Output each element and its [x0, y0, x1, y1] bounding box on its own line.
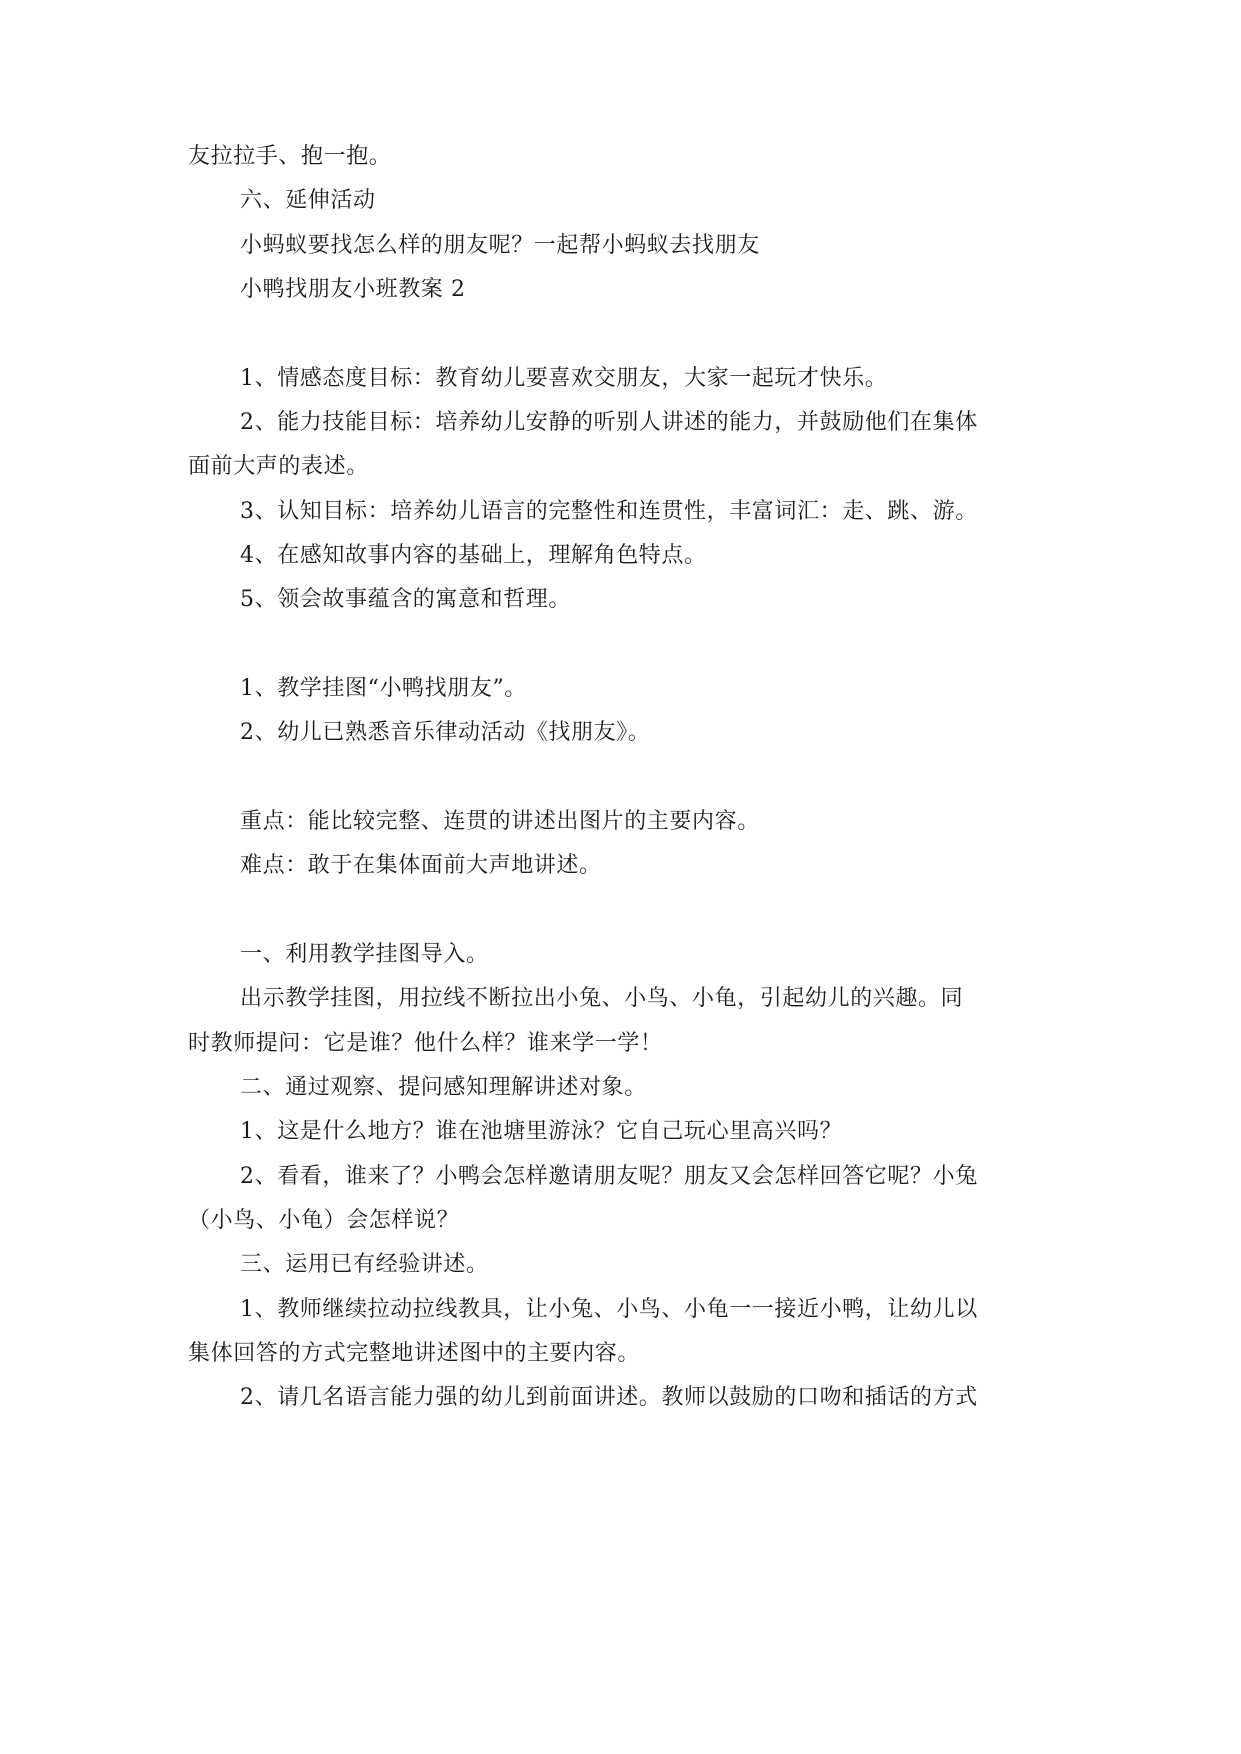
goal-item: 5、领会故事蕴含的寓意和哲理。	[240, 587, 571, 612]
text-line: （小鸟、小龟）会怎样说？	[188, 1208, 460, 1233]
text-line: 时教师提问：它是谁？他什么样？谁来学一学！	[188, 1031, 663, 1056]
text-line: 出示教学挂图，用拉线不断拉出小兔、小鸟、小龟，引起幼儿的兴趣。同	[240, 986, 964, 1011]
text-line: 友拉拉手、抱一抱。	[188, 144, 392, 169]
goal-item: 4、在感知故事内容的基础上，理解角色特点。	[240, 543, 707, 568]
preparation-item: 2、幼儿已熟悉音乐律动活动《找朋友》。	[240, 720, 651, 745]
section-heading: 六、延伸活动	[240, 188, 376, 213]
text-line: 面前大声的表述。	[188, 454, 369, 479]
text-line: 小蚂蚁要找怎么样的朋友呢？一起帮小蚂蚁去找朋友	[240, 233, 760, 258]
preparation-item: 1、教学挂图“小鸭找朋友”。	[240, 676, 527, 701]
section-heading: 三、运用已有经验讲述。	[240, 1252, 489, 1277]
goal-item: 2、能力技能目标：培养幼儿安静的听别人讲述的能力，并鼓励他们在集体	[240, 410, 978, 435]
section-heading: 二、通过观察、提问感知理解讲述对象。	[240, 1075, 647, 1100]
key-point: 重点：能比较完整、连贯的讲述出图片的主要内容。	[240, 809, 760, 834]
question-item: 2、看看，谁来了？小鸭会怎样邀请朋友呢？朋友又会怎样回答它呢？小兔	[240, 1164, 978, 1189]
goal-item: 1、情感态度目标：教育幼儿要喜欢交朋友，大家一起玩才快乐。	[240, 366, 888, 391]
question-item: 1、这是什么地方？谁在池塘里游泳？它自己玩心里高兴吗？	[240, 1119, 843, 1144]
section-heading: 一、利用教学挂图导入。	[240, 942, 489, 967]
text-line: 集体回答的方式完整地讲述图中的主要内容。	[188, 1341, 641, 1366]
goal-item: 3、认知目标：培养幼儿语言的完整性和连贯性，丰富词汇：走、跳、游。	[240, 499, 978, 524]
lesson-title: 小鸭找朋友小班教案 2	[240, 277, 466, 302]
step-item: 2、请几名语言能力强的幼儿到前面讲述。教师以鼓励的口吻和插话的方式	[240, 1385, 978, 1410]
difficult-point: 难点：敢于在集体面前大声地讲述。	[240, 853, 602, 878]
step-item: 1、教师继续拉动拉线教具，让小兔、小鸟、小龟一一接近小鸭，让幼儿以	[240, 1297, 978, 1322]
